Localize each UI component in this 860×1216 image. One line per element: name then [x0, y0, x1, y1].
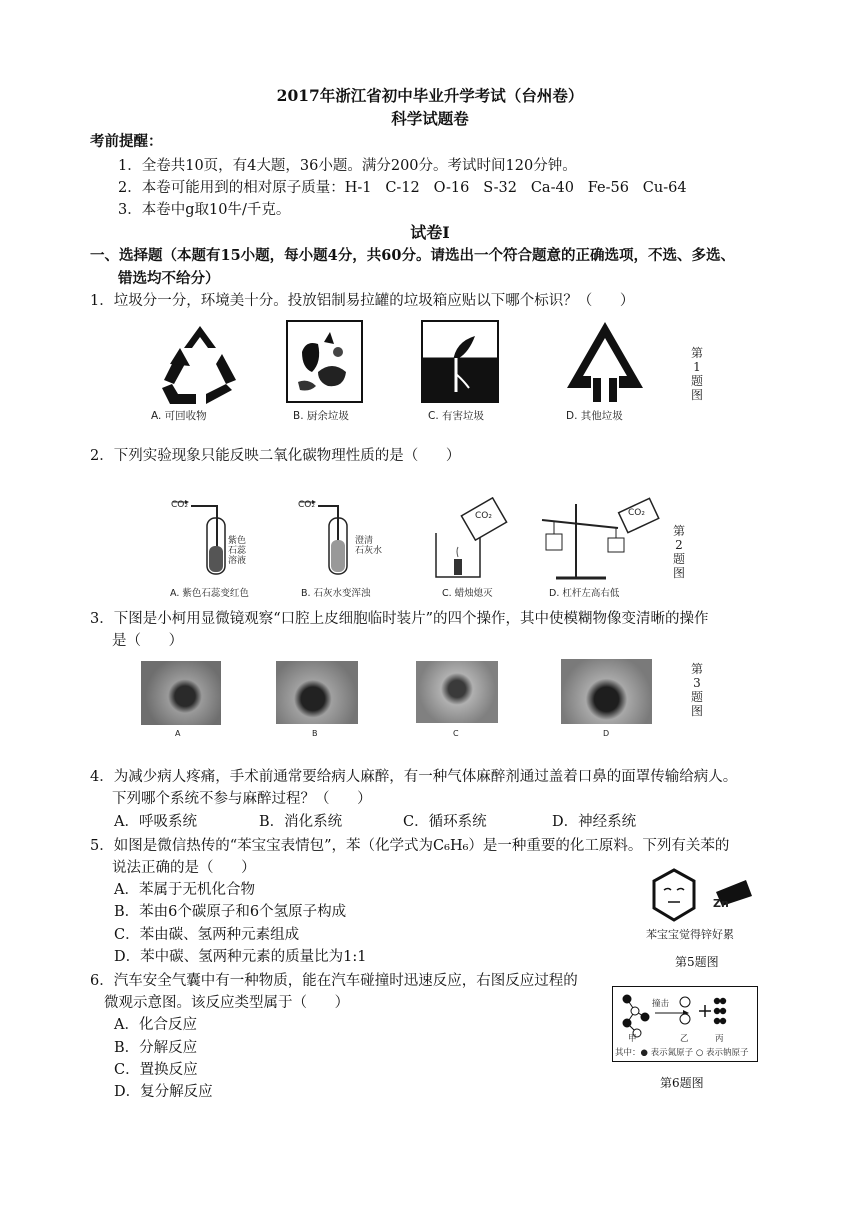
q2-side-label: 第2题图 [672, 524, 685, 580]
q2-co2-label-a: CO₂ [171, 500, 188, 510]
hazardous-waste-icon [421, 320, 499, 403]
q1-caption-a: A. 可回收物 [151, 410, 207, 422]
recycle-icon [140, 318, 260, 418]
q3-caption-c: C [453, 729, 459, 738]
q3-side-label: 第3题图 [690, 662, 703, 718]
q3-photo-b [276, 661, 358, 724]
q4-option-b: B．消化系统 [259, 814, 343, 830]
q4-option-a: A．呼吸系统 [114, 814, 197, 830]
q5-figure-label: 第5题图 [675, 955, 719, 969]
q4-stem-line1: 4．为减少病人疼痛，手术前通常要给病人麻醉，有一种气体麻醉剂通过盖着口鼻的面罩传输给病人。 [90, 769, 738, 785]
note-item-1: 1．全卷共10页，有4大题，36小题。满分200分。考试时间120分钟。 [118, 158, 577, 174]
other-waste-icon [563, 318, 647, 406]
q5-figure-text: 苯宝宝觉得锌好累 [646, 928, 734, 941]
q3-photo-d [561, 659, 652, 724]
q5-option-d: D．苯中碳、氢两种元素的质量比为1:1 [114, 949, 367, 965]
q3-photo-a [141, 661, 221, 725]
paper-title: 试卷Ⅰ [410, 223, 450, 242]
q6-stem-line2: 微观示意图。该反应类型属于（ ） [104, 995, 350, 1011]
q6-option-d: D．复分解反应 [114, 1084, 213, 1100]
q2-caption-d: D. 杠杆左高右低 [549, 588, 620, 599]
q5-option-a: A．苯属于无机化合物 [114, 882, 255, 898]
q3-caption-d: D [603, 729, 610, 738]
q1-caption-b: B. 厨余垃圾 [293, 410, 349, 422]
q6-option-b: B．分解反应 [114, 1040, 198, 1056]
exam-subtitle: 科学试题卷 [391, 109, 469, 128]
q1-stem: 1．垃圾分一分，环境美十分。投放铝制易拉罐的垃圾箱应贴以下哪个标识？（ ） [90, 293, 635, 309]
reaction-name-bing: 丙 [715, 1034, 724, 1044]
q3-stem-line1: 3．下图是小柯用显微镜观察“口腔上皮细胞临时装片”的四个操作，其中使模糊物像变清晰的操作 [90, 611, 709, 627]
q1-caption-d: D. 其他垃圾 [566, 410, 623, 422]
notes-heading: 考前提醒： [90, 133, 163, 150]
q2-caption-a: A. 紫色石蕊变红色 [170, 588, 249, 599]
kitchen-waste-icon [286, 320, 363, 403]
note-item-2: 2．本卷可能用到的相对原子质量：H-1 C-12 O-16 S-32 Ca-40 Fe-56 Cu-64 [118, 180, 687, 196]
q5-stem-line1: 5．如图是微信热传的“苯宝宝表情包”，苯（化学式为C₆H₆）是一种重要的化工原料。下列有关苯的 [90, 838, 730, 854]
q3-stem-line2: 是（ ） [112, 633, 184, 649]
reaction-name-jia: 甲 [628, 1034, 637, 1044]
reaction-arrow-label: 撞击 [652, 999, 670, 1009]
q2-co2-label-d: CO₂ [628, 508, 645, 518]
q2-co2-label-c: CO₂ [475, 511, 492, 521]
exam-title: 2017年浙江省初中毕业升学考试（台州卷） [276, 86, 584, 105]
q6-stem-line1: 6．汽车安全气囊中有一种物质，能在汽车碰撞时迅速反应，右图反应过程的 [90, 973, 578, 989]
q4-option-c: C．循环系统 [403, 814, 487, 830]
q6-option-a: A．化合反应 [114, 1017, 197, 1033]
q3-photo-c [416, 661, 498, 723]
section1-heading-line2: 错选均不给分） [118, 270, 220, 287]
q2-stem: 2．下列实验现象只能反映二氧化碳物理性质的是（ ） [90, 448, 461, 464]
q5-option-b: B．苯由6个碳原子和6个氢原子构成 [114, 904, 347, 920]
q3-caption-b: B [312, 729, 318, 738]
q4-option-d: D．神经系统 [552, 814, 637, 830]
q2-figure-c [428, 497, 508, 583]
q1-caption-c: C. 有害垃圾 [428, 410, 485, 422]
section1-heading-line1: 一、选择题（本题有15小题，每小题4分，共60分。请选出一个符合题意的正确选项，不选、多选、 [90, 247, 735, 264]
zn-label: Zn [713, 897, 729, 910]
q1-side-label: 第1题图 [690, 346, 703, 402]
q2-a-liquid-label: 紫色 石蕊 溶液 [228, 536, 247, 566]
q2-caption-c: C. 蜡烛熄灭 [442, 588, 493, 599]
q6-figure-label: 第6题图 [660, 1076, 704, 1090]
q6-option-c: C．置换反应 [114, 1062, 198, 1078]
q2-caption-b: B. 石灰水变浑浊 [301, 588, 371, 599]
q5-stem-line2: 说法正确的是（ ） [112, 860, 256, 876]
reaction-name-yi: 乙 [680, 1034, 689, 1044]
q4-stem-line2: 下列哪个系统不参与麻醉过程？（ ） [112, 791, 372, 807]
q2-b-liquid-label: 澄清 石灰水 [355, 536, 383, 556]
q5-option-c: C．苯由碳、氢两种元素组成 [114, 927, 300, 943]
benzene-emoji-figure [646, 866, 758, 928]
q2-co2-label-b: CO₂ [298, 500, 315, 510]
reaction-legend: 其中：● 表示氮原子 ○ 表示钠原子 [615, 1048, 749, 1058]
q3-caption-a: A [175, 729, 181, 738]
note-item-3: 3．本卷中g取10牛/千克。 [118, 202, 291, 218]
